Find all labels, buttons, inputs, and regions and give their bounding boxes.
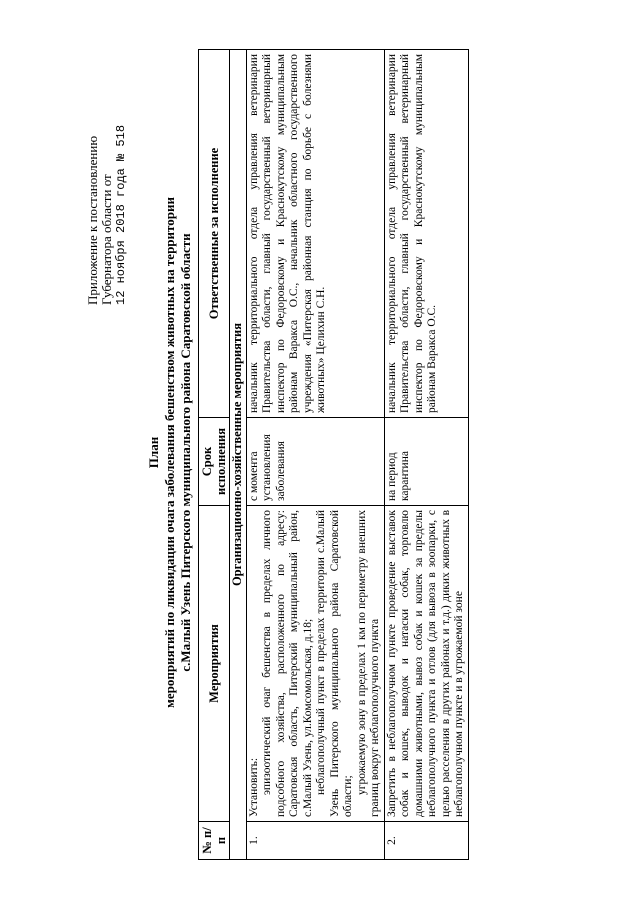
measure-intro: Установить:: [247, 757, 260, 817]
row-responsible: начальник территориального отдела управления ветеринарии Правительства области, главный государственный ветеринарный инспектор по Федоровскому и Краснокутскому муниципальным районам Варакса О.С., начальник областного государственного учреждения «Питерская районная станция по борьбе с болезнями животных» Целихин С.Н.: [246, 50, 384, 418]
header-num: № п/п: [199, 822, 230, 860]
header-measures: Мероприятия: [199, 506, 230, 822]
row-measures: Запретить в неблагополучном пункте проведение выставок собак и кошек, выводок и натаски собак, торговлю домашними животными, вывоз собак и кошек за пределы неблагополучного пункта и отлов (для вывоза в зоопарки, с целью расселения в других районах и т.д.) диких животных в неблагополучном пункте и в угрожаемой зоне: [384, 506, 468, 822]
row-deadline: на период карантина: [384, 418, 468, 506]
row-responsible: начальник территориального отдела управления ветеринарии Правительства области, главный государственный ветеринарный инспектор по Федоровскому и Краснокутскому муниципальным районам Варакса О.С.: [384, 50, 468, 418]
document-heading: [146, 0, 194, 905]
header-responsible: Ответственные за исполнение: [199, 50, 230, 418]
section-title: Организационно-хозяйственные мероприятия: [230, 50, 247, 860]
heading-line-1: мероприятий по ликвидации очага заболевания бешенством животных на территории: [162, 197, 177, 708]
measure-item: угрожаемую зону в пределах 1 км по периметру внешних границ вокруг неблагополучного пункта: [355, 510, 381, 817]
table-row: [246, 50, 384, 860]
heading-title: План: [146, 436, 161, 469]
appendix-note: [86, 45, 128, 305]
plan-table: [198, 49, 469, 860]
section-row: [230, 50, 247, 860]
row-deadline: с момента установления заболевания: [246, 418, 384, 506]
appendix-line-3: 12 ноября 2018 года № 518: [114, 124, 128, 305]
heading-line-2: с.Малый Узень Питерского муниципального района Саратовской области: [178, 233, 193, 672]
measure-item: эпизоотический очаг бешенства в пределах личного подсобного хозяйства, расположенного по адресу: Саратовская область, Питерский муниципальный район, с.Малый Узень, ул.Комсомольская, д.18;: [261, 510, 314, 817]
appendix-line-1: Приложение к постановлению: [85, 135, 100, 305]
row-number: 2.: [384, 822, 468, 860]
row-measures: [246, 506, 384, 822]
header-deadline: Срок исполнения: [199, 418, 230, 506]
table-header-row: [199, 50, 230, 860]
table-row: [384, 50, 468, 860]
row-number: 1.: [246, 822, 384, 860]
measure-item: неблагополучный пункт в пределах территории с.Малый Узень Питерского муниципального района Саратовской области;: [315, 510, 354, 817]
appendix-line-2: Губернатора области от: [99, 174, 114, 305]
